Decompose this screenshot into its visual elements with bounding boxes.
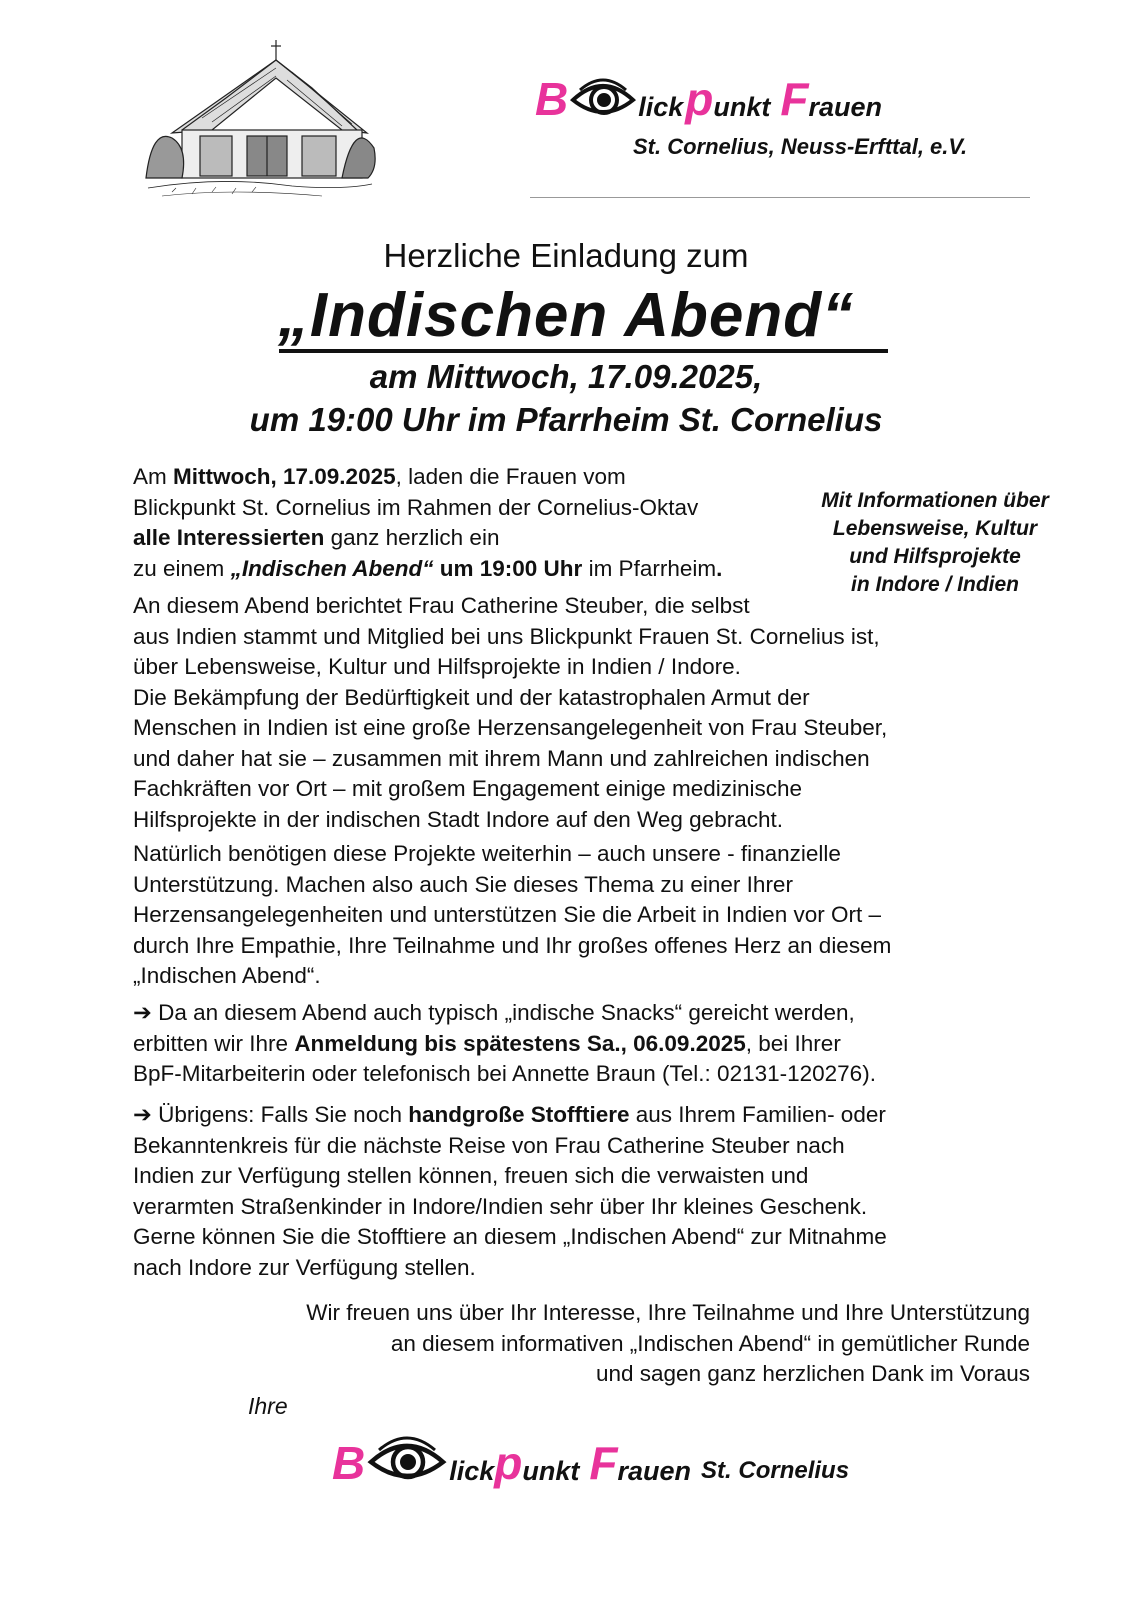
paragraph-line xyxy=(133,1029,1033,1060)
logo-part-lick: lick xyxy=(638,92,684,122)
side-note xyxy=(800,487,1070,599)
paragraph-line: verarmten Straßenkinder in Indore/Indien sehr über Ihr kleines Geschenk. xyxy=(133,1193,868,1219)
paragraph-line: durch Ihre Empathie, Ihre Teilnahme und Ihr großes offenes Herz an diesem xyxy=(133,932,892,958)
text: , bei Ihrer xyxy=(745,1030,841,1056)
paragraph-line: Die Bekämpfung der Bedürftigkeit und der katastrophalen Armut der xyxy=(133,684,810,710)
event-name-bold: „Indischen Abend“ xyxy=(230,555,434,581)
paragraph-donation xyxy=(133,1100,1033,1283)
logo-part-unkt: unkt xyxy=(522,1456,580,1486)
paragraph-line: Fachkräften vor Ort – mit großem Engagement einige medizinische xyxy=(133,776,803,801)
stuffed-animals-bold: handgroße Stofftiere xyxy=(408,1102,630,1127)
deadline-bold: Anmeldung bis spätestens Sa., 06.09.2025 xyxy=(294,1030,746,1056)
arrow-icon: ➔ xyxy=(133,1000,152,1025)
paragraph-line: aus Indien stammt und Mitglied bei uns Blickpunkt Frauen St. Cornelius ist, xyxy=(133,623,880,649)
event-date: am Mittwoch, 17.09.2025, xyxy=(369,358,763,395)
audience-bold: alle Interessierten xyxy=(133,525,325,550)
text: zu einem xyxy=(133,555,231,581)
text: , laden die Frauen vom xyxy=(395,464,626,489)
paragraph-line: An diesem Abend berichtet Frau Catherine Steuber, die selbst xyxy=(133,593,750,618)
side-note-line: Lebensweise, Kultur xyxy=(832,517,1038,540)
logo-part-rauen: rauen xyxy=(617,1456,692,1486)
time-bold: um 19:00 Uhr xyxy=(433,555,583,581)
logo-part-rauen: rauen xyxy=(808,92,883,122)
eye-icon xyxy=(570,76,636,122)
logo-letter-b: B xyxy=(332,1437,366,1489)
text: Da an diesem Abend auch typisch „indische Snacks“ gereicht werden, xyxy=(151,1000,855,1025)
intro-line: Blickpunkt St. Cornelius im Rahmen der Cornelius-Oktav xyxy=(133,494,699,520)
paragraph-line: „Indischen Abend“. xyxy=(133,963,321,988)
text: aus Ihrem Familien- oder xyxy=(629,1102,886,1127)
paragraph-line: Menschen in Indien ist eine große Herzensangelegenheit von Frau Steuber, xyxy=(133,715,888,740)
paragraph-speaker xyxy=(133,591,1033,835)
side-note-line: Mit Informationen über xyxy=(821,489,1049,512)
eye-icon xyxy=(367,1434,447,1486)
footer-logo xyxy=(332,1434,850,1489)
paragraph-line xyxy=(133,998,1033,1029)
logo-letter-f: F xyxy=(780,73,809,125)
intro-line xyxy=(133,554,833,585)
closing-line: und sagen ganz herzlichen Dank im Voraus xyxy=(595,1361,1030,1386)
text: Am xyxy=(133,464,174,489)
invitation-heading: Herzliche Einladung zum xyxy=(383,237,749,274)
logo-letter-p: p xyxy=(494,1437,523,1489)
intro-line xyxy=(133,523,833,554)
paragraph-line: Hilfsprojekte in der indischen Stadt Indore auf den Weg gebracht. xyxy=(133,806,783,832)
event-title-underline xyxy=(279,349,888,353)
logo-letter-p: p xyxy=(685,73,714,125)
logo-letter-f: F xyxy=(589,1437,618,1489)
paragraph-line: Bekanntenkreis für die nächste Reise von Frau Catherine Steuber nach xyxy=(133,1132,845,1158)
paragraph-line: Natürlich benötigen diese Projekte weiterhin – auch unsere - finanzielle xyxy=(133,841,841,866)
text: . xyxy=(716,555,723,581)
intro-paragraph xyxy=(133,462,833,584)
event-time-place: um 19:00 Uhr im Pfarrheim St. Cornelius xyxy=(249,401,883,438)
header-divider xyxy=(530,197,1030,198)
closing-line: Wir freuen uns über Ihr Interesse, Ihre Teilnahme und Ihre Unterstützung xyxy=(306,1300,1030,1325)
paragraph-line: Herzensangelegenheiten und unterstützen Sie die Arbeit in Indien vor Ort – xyxy=(133,902,881,927)
intro-line xyxy=(133,462,833,493)
signature-greeting: Ihre xyxy=(248,1393,288,1419)
paragraph-line: BpF-Mitarbeiterin oder telefonisch bei Annette Braun (Tel.: 02131-120276). xyxy=(133,1061,876,1086)
paragraph-line: Gerne können Sie die Stofftiere an diesem „Indischen Abend“ zur Mitnahme xyxy=(133,1224,887,1249)
church-illustration xyxy=(142,38,378,203)
side-note-line: in Indore / Indien xyxy=(851,573,1019,596)
logo-part-lick: lick xyxy=(449,1456,495,1486)
text: ganz herzlich ein xyxy=(324,525,500,550)
text: erbitten wir Ihre xyxy=(133,1030,295,1056)
logo-suffix: St. Cornelius xyxy=(701,1457,850,1484)
org-subtitle: St. Cornelius, Neuss-Erfttal, e.V. xyxy=(633,134,968,159)
arrow-icon: ➔ xyxy=(133,1102,152,1127)
paragraph-line xyxy=(133,1100,1033,1131)
side-note-line: und Hilfsprojekte xyxy=(849,545,1021,568)
paragraph-line: nach Indore zur Verfügung stellen. xyxy=(133,1254,476,1280)
text: Übrigens: Falls Sie noch xyxy=(151,1102,409,1127)
logo-part-unkt: unkt xyxy=(713,92,771,122)
paragraph-line: Indien zur Verfügung stellen können, freuen sich die verwaisten und xyxy=(133,1163,809,1188)
paragraph-registration xyxy=(133,998,1033,1090)
paragraph-support xyxy=(133,839,1033,992)
event-date-bold: Mittwoch, 17.09.2025 xyxy=(173,464,396,489)
paragraph-line: und daher hat sie – zusammen mit ihrem Mann und zahlreichen indischen xyxy=(133,745,870,771)
closing-paragraph xyxy=(130,1298,1030,1390)
paragraph-line: über Lebensweise, Kultur und Hilfsprojekte in Indien / Indore. xyxy=(133,654,741,679)
event-title: „Indischen Abend“ xyxy=(277,281,855,350)
text: im Pfarrheim xyxy=(582,555,717,581)
header-logo xyxy=(535,73,883,125)
logo-letter-b: B xyxy=(535,73,569,125)
paragraph-line: Unterstützung. Machen also auch Sie dieses Thema zu einer Ihrer xyxy=(133,871,793,897)
closing-line: an diesem informativen „Indischen Abend“ in gemütlicher Runde xyxy=(390,1330,1030,1356)
